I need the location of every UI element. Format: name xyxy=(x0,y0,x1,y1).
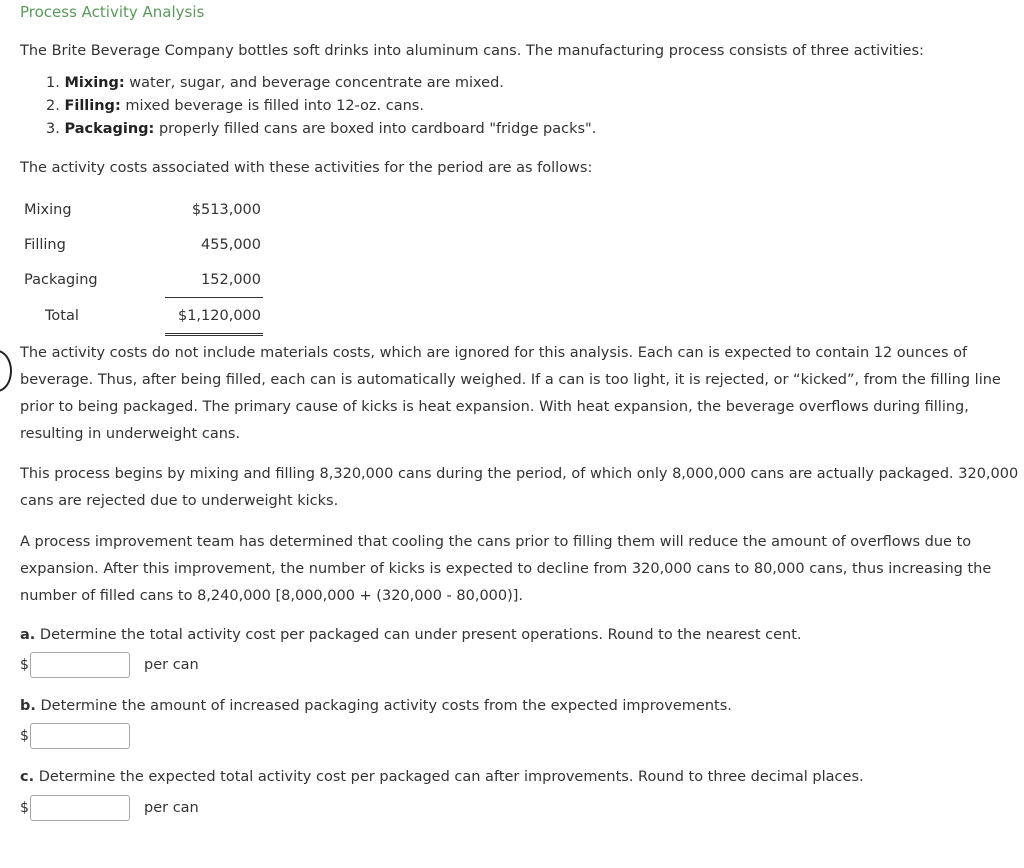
costs-intro-text: The activity costs associated with these activities for the period are as follows: xyxy=(20,160,593,176)
cost-amount: 455,000 xyxy=(201,236,261,253)
question-a: a. Determine the total activity cost per packaged can under present operations. Round to the nearest cent. xyxy=(20,627,802,643)
activity-list xyxy=(46,72,596,141)
total-amount: $1,120,000 xyxy=(165,298,263,335)
question-c: c. Determine the expected total activity cost per packaged can after improvements. Round to three decimal places. xyxy=(20,769,864,785)
answer-b-input[interactable] xyxy=(30,723,130,749)
cost-amount: $513,000 xyxy=(191,201,261,218)
answer-a xyxy=(20,652,199,678)
total-label: Total xyxy=(45,308,79,324)
table-row-total xyxy=(20,298,263,335)
unit-label: per can xyxy=(144,800,199,816)
currency-symbol: $ xyxy=(20,657,29,673)
left-edge-arc xyxy=(0,350,12,392)
answer-a-input[interactable] xyxy=(30,652,130,678)
table-row xyxy=(20,227,263,262)
cost-label: Packaging xyxy=(24,271,98,288)
page-title: Process Activity Analysis xyxy=(20,3,205,21)
answer-c xyxy=(20,795,199,821)
intro-text: The Brite Beverage Company bottles soft drinks into aluminum cans. The manufacturing process consists of three activities: xyxy=(20,43,924,59)
paragraph-process: This process begins by mixing and filling 8,320,000 cans during the period, of which only 8,000,000 cans are actually packaged. 320,000 cans are rejected due to underweight kicks. xyxy=(20,466,1019,509)
table-row xyxy=(20,262,263,298)
currency-symbol: $ xyxy=(20,728,29,744)
question-b: b. Determine the amount of increased packaging activity costs from the expected improvements. xyxy=(20,698,732,714)
cost-label: Filling xyxy=(24,236,66,253)
activity-costs-table xyxy=(20,192,263,336)
list-item: 3. Packaging: properly filled cans are boxed into cardboard "fridge packs". xyxy=(46,121,597,137)
cost-amount: 152,000 xyxy=(165,262,263,298)
answer-b xyxy=(20,723,130,749)
paragraph-improvement: A process improvement team has determined that cooling the cans prior to filling them will reduce the amount of overflows due to expansion. After this improvement, the number of kicks is expected to decline from 320,000 cans to 80,000 cans, thus increasing the number of filled cans to 8,240,000 [8,000,000 + (320,000 - 80,000)]. xyxy=(20,534,992,604)
list-item: 1. Mixing: water, sugar, and beverage concentrate are mixed. xyxy=(46,75,504,91)
cost-label: Mixing xyxy=(24,201,72,218)
unit-label: per can xyxy=(144,657,199,673)
currency-symbol: $ xyxy=(20,800,29,816)
answer-c-input[interactable] xyxy=(30,795,130,821)
paragraph-kicks: The activity costs do not include materials costs, which are ignored for this analysis. Each can is expected to contain 12 ounces of beverage. Thus, after being filled, each can is automatically weighed. If a can is too light, it is rejected, or “kicked”, from the filling line prior to being packaged. The primary cause of kicks is heat expansion. With heat expansion, the beverage overflows during filling, resulting in underweight cans. xyxy=(20,345,1001,442)
list-item: 2. Filling: mixed beverage is filled into 12-oz. cans. xyxy=(46,98,424,114)
table-row xyxy=(20,192,263,227)
